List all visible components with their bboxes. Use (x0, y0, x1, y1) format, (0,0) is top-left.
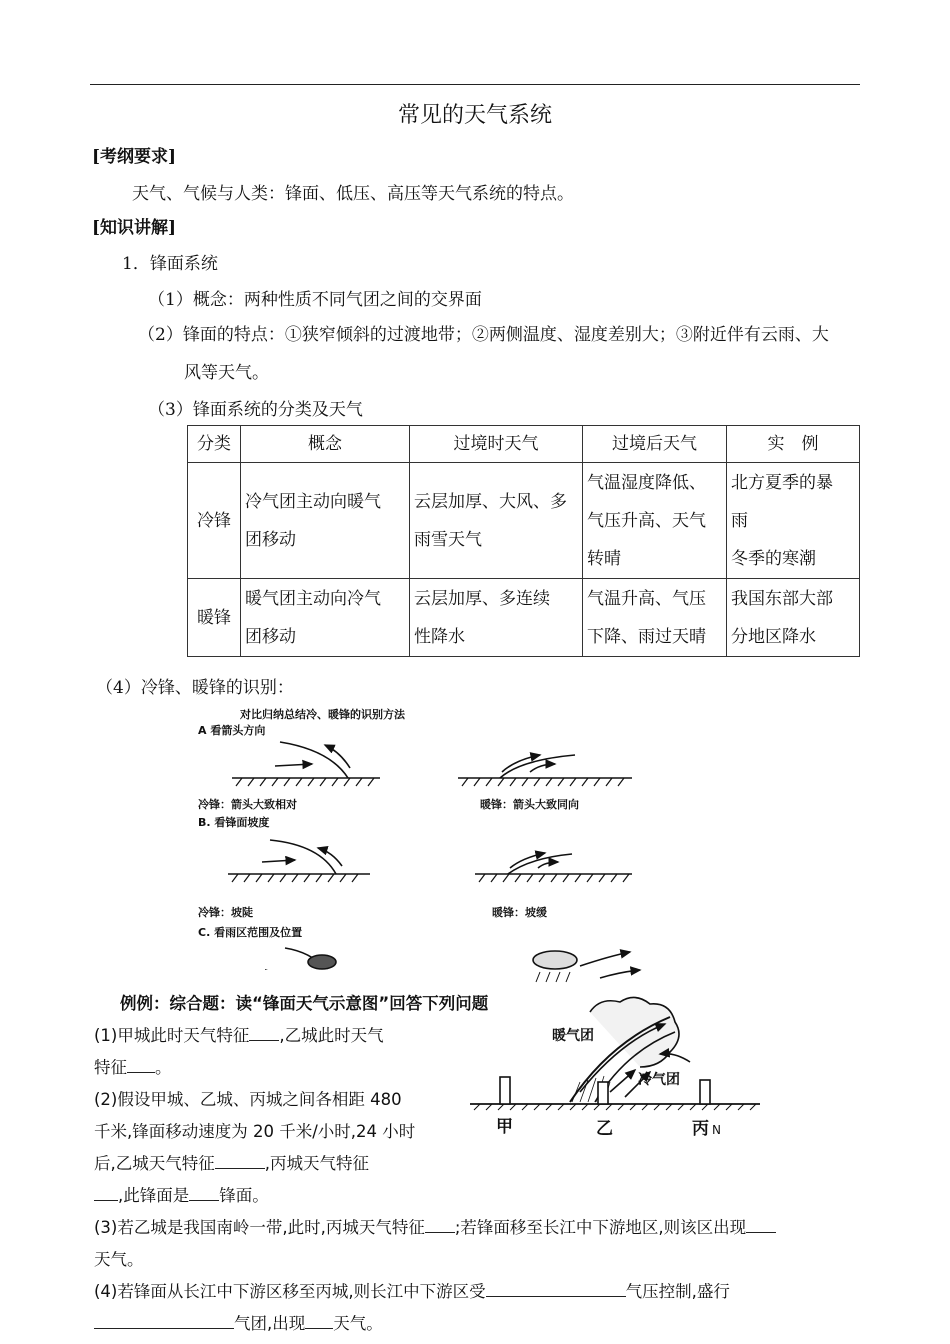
city-b-building-icon (598, 1082, 608, 1104)
example-section (90, 982, 780, 1344)
figure-title: 对比归纳总结冷、暖锋的识别方法 (240, 708, 405, 721)
q3-part-a: (3)若乙城是我国南岭一带,此时,丙城天气特征 (94, 1218, 425, 1237)
q2-blank-1[interactable] (215, 1154, 265, 1169)
warm-example-l1: 我国东部大部 (731, 588, 833, 609)
front-table (187, 425, 860, 657)
q4-line2 (94, 1310, 383, 1334)
q2-line4 (94, 1182, 269, 1206)
warm-concept-l2: 团移动 (245, 626, 296, 647)
q3-line2: 天气。 (94, 1250, 144, 1269)
warm-during (410, 579, 583, 657)
warm-during-l2: 性降水 (414, 626, 465, 647)
q4-part-c: 气团,出现 (234, 1314, 306, 1333)
c-diagram (252, 948, 336, 970)
a-warm-diagram (458, 755, 632, 786)
section-knowledge-heading: [知识讲解] (92, 218, 177, 238)
th-type: 分类 (188, 426, 241, 463)
q1-part-b: ,乙城此时天气 (279, 1026, 384, 1045)
q3-part-b: ;若锋面移至长江中下游地区,则该区出现 (454, 1218, 747, 1237)
cold-example-l2: 雨 (731, 510, 748, 531)
page-title: 常见的天气系统 (397, 103, 552, 128)
cold-after-l3: 转晴 (587, 548, 621, 569)
north-label: N (712, 1123, 721, 1137)
q2-line3 (94, 1150, 369, 1174)
label-a: A 看箭头方向 (198, 724, 266, 737)
q2-part-e: ,此锋面是 (118, 1186, 190, 1205)
table-header-row (188, 426, 860, 463)
q1-part-c: 特征 (94, 1058, 127, 1077)
warm-after (583, 579, 727, 657)
cloud-icon (533, 951, 577, 969)
table-row-warm (188, 579, 860, 657)
q1-blank-2[interactable] (127, 1058, 155, 1073)
q4-part-d: 天气。 (333, 1314, 383, 1333)
warm-example (727, 579, 860, 657)
cold-during-l1: 云层加厚、大风、多 (414, 491, 567, 512)
cold-after-l1: 气温湿度降低、 (587, 472, 706, 493)
item-classification: （3）锋面系统的分类及天气 (148, 400, 363, 420)
label-b-cold: 冷锋：坡陡 (198, 906, 253, 919)
q4-blank-2[interactable] (94, 1314, 234, 1329)
q3-blank-2[interactable] (746, 1218, 776, 1233)
q1-line1 (94, 1022, 384, 1046)
cold-example-l3: 冬季的寒潮 (731, 548, 816, 569)
q2-blank-2[interactable] (94, 1186, 118, 1201)
q4-part-a: (4)若锋面从长江中下游区移至丙城,则长江中下游区受 (94, 1282, 486, 1301)
q2-part-f: 锋面。 (219, 1186, 269, 1205)
section-requirements-heading: [考纲要求] (92, 147, 177, 167)
label-b-warm: 暖锋：坡缓 (492, 906, 547, 919)
th-during: 过境时天气 (410, 426, 583, 463)
warm-during-l1: 云层加厚、多连续 (414, 588, 550, 609)
q1-line2 (94, 1054, 172, 1078)
th-example: 实 例 (727, 426, 860, 463)
q1-blank-1[interactable] (249, 1026, 279, 1041)
warm-concept-l1: 暖气团主动向冷气 (245, 588, 381, 609)
warm-example-l2: 分地区降水 (731, 626, 816, 647)
warm-concept (241, 579, 410, 657)
label-c: C. 看雨区范围及位置 (198, 926, 303, 939)
item-front-system: 1．锋面系统 (122, 254, 218, 274)
cold-mass-label: 冷气团 (638, 1072, 680, 1088)
item-features-line1: （2）锋面的特点：①狭窄倾斜的过渡地带；②两侧温度、湿度差别大；③附近伴有云雨、大 (138, 325, 829, 345)
q2-line1: (2)假设甲城、乙城、丙城之间各相距 480 (94, 1090, 402, 1109)
table-row-cold (188, 463, 860, 579)
cold-example (727, 463, 860, 579)
th-concept: 概念 (241, 426, 410, 463)
q2-blank-3[interactable] (189, 1186, 219, 1201)
label-a-cold: 冷锋：箭头大致相对 (198, 798, 297, 811)
th-after: 过境后天气 (583, 426, 727, 463)
cold-concept-l2: 团移动 (245, 529, 296, 550)
q1-part-a: (1)甲城此时天气特征 (94, 1026, 250, 1045)
q4-line1 (94, 1278, 730, 1302)
cold-during (410, 463, 583, 579)
warm-after-l2: 下降、雨过天晴 (587, 626, 706, 647)
city-a-label: 甲 (496, 1117, 513, 1137)
cold-type: 冷锋 (188, 463, 241, 579)
label-a-warm: 暖锋：箭头大致同向 (480, 798, 579, 811)
item-concept: （1）概念：两种性质不同气团之间的交界面 (148, 290, 482, 310)
item-identification: （4）冷锋、暖锋的识别： (96, 678, 294, 698)
warm-type: 暖锋 (188, 579, 241, 657)
header-rule (90, 84, 860, 85)
q3-blank-1[interactable] (425, 1218, 455, 1233)
front-weather-diagram (460, 942, 780, 1142)
a-cold-diagram (232, 742, 380, 786)
q4-blank-1[interactable] (486, 1282, 626, 1297)
cold-concept (241, 463, 410, 579)
cold-example-l1: 北方夏季的暴 (731, 472, 833, 493)
cold-after (583, 463, 727, 579)
q1-part-d: 。 (155, 1058, 172, 1077)
section-requirements-body: 天气、气候与人类：锋面、低压、高压等天气系统的特点。 (132, 184, 574, 204)
b-cold-diagram (228, 840, 370, 882)
q2-part-c: 后,乙城天气特征 (94, 1154, 215, 1173)
city-a-building-icon (500, 1077, 510, 1104)
cold-after-l2: 气压升高、天气 (587, 510, 706, 531)
cold-during-l2: 雨雪天气 (414, 529, 482, 550)
q2-line2: 千米,锋面移动速度为 20 千米/小时,24 小时 (94, 1122, 416, 1141)
q3-line1 (94, 1214, 776, 1238)
warm-after-l1: 气温升高、气压 (587, 588, 706, 609)
b-warm-diagram (475, 853, 632, 882)
example-intro: 例例：综合题：读“锋面天气示意图”回答下列问题 (120, 994, 489, 1013)
city-c-building-icon (700, 1080, 710, 1104)
q2-part-d: ,丙城天气特征 (264, 1154, 369, 1173)
label-b: B. 看锋面坡度 (198, 816, 270, 829)
q4-blank-3[interactable] (305, 1314, 333, 1329)
cold-concept-l1: 冷气团主动向暖气 (245, 491, 381, 512)
city-c-label: 丙 (692, 1119, 709, 1139)
city-b-label: 乙 (596, 1119, 613, 1139)
q4-part-b: 气压控制,盛行 (625, 1282, 730, 1301)
identification-figure (190, 700, 660, 970)
item-features-line2: 风等天气。 (184, 363, 269, 383)
warm-mass-label: 暖气团 (552, 1028, 594, 1044)
